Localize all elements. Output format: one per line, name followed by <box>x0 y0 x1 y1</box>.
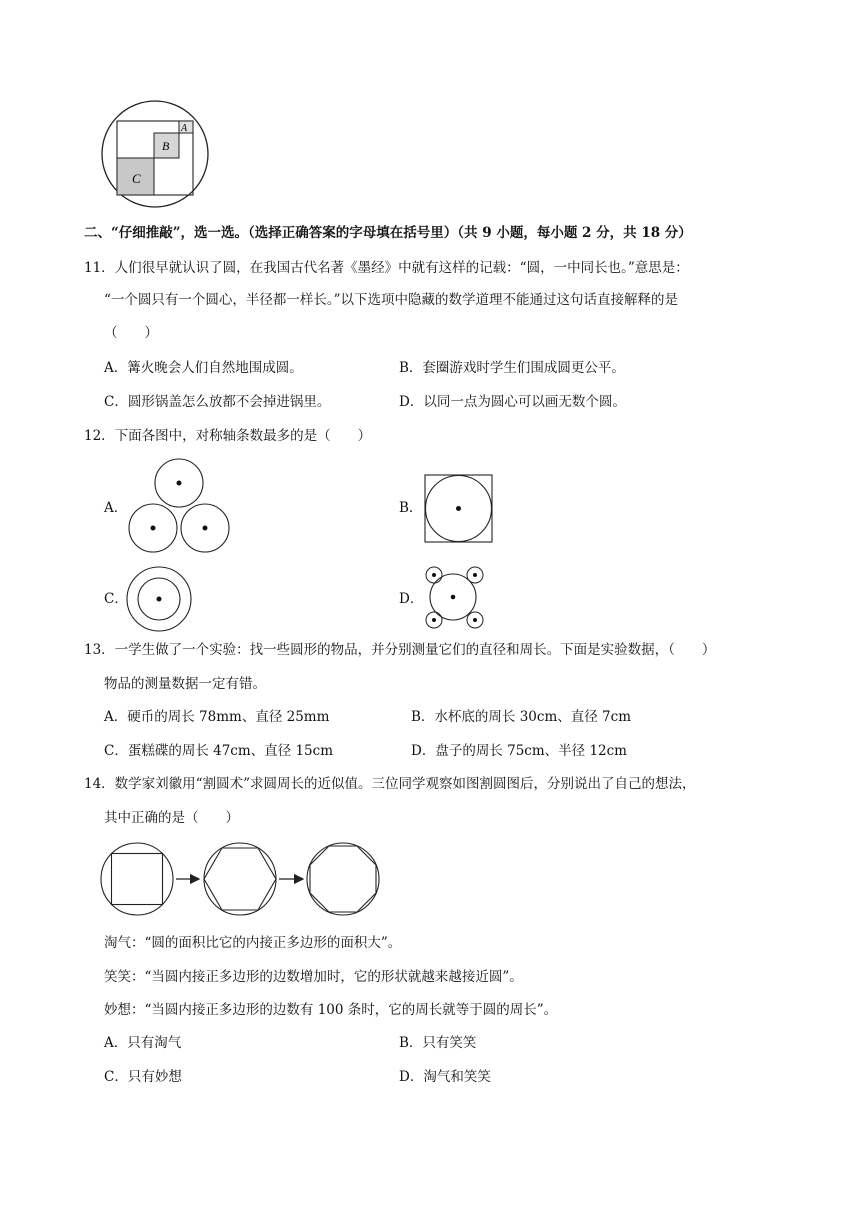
q13-option-c: C．蛋糕碟的周长 47cm、直径 15cm <box>104 743 333 759</box>
label-b: B <box>162 139 170 153</box>
q11-option-b: B．套圈游戏时学生们围成圆更公平。 <box>399 360 625 376</box>
q14-statement-taoqi: 淘气：“圆的面积比它的内接正多边形的面积大”。 <box>104 935 402 951</box>
q13-option-b: B．水杯底的周长 30cm、直径 7cm <box>411 709 631 725</box>
q11-option-a: A．篝火晚会人们自然地围成圆。 <box>104 360 303 376</box>
q13-option-a: A．硬币的周长 78mm、直径 25mm <box>104 709 330 725</box>
q11-line1: 11．人们很早就认识了圆，在我国古代名著《墨经》中就有这样的记载：“圆，一中同长也。”意思是： <box>84 260 689 276</box>
q13-line1: 13．一学生做了一个实验：找一些圆形的物品，并分别测量它们的直径和周长。下面是实验数据，（ ） <box>84 642 716 658</box>
q14-statement-xiaoxiao: 笑笑：“当圆内接正多边形的边数增加时，它的形状就越来越接近圆”。 <box>104 969 523 985</box>
squares-in-circle-figure <box>100 104 212 204</box>
circle-with-four-small-circles-figure <box>424 564 488 630</box>
q14-line2: 其中正确的是（ ） <box>104 810 239 826</box>
q14-option-c: C．只有妙想 <box>104 1069 182 1085</box>
q14-option-d: D．淘气和笑笑 <box>399 1069 491 1085</box>
q14-option-a: A．只有淘气 <box>104 1035 182 1051</box>
q12-option-a: A． <box>104 500 128 516</box>
q14-line1: 14．数学家刘徽用“割圆术”求圆周长的近似值。三位同学观察如图割圆图后，分别说出了自己的想法， <box>84 776 696 792</box>
circle-in-square-figure <box>424 474 494 544</box>
three-circles-figure <box>124 458 234 558</box>
q14-statement-miaoxiang: 妙想：“当圆内接正多边形的边数有 100 条时，它的周长就等于圆的周长”。 <box>104 1002 558 1018</box>
label-a: A <box>181 123 188 134</box>
circle-cutting-figure <box>100 842 382 918</box>
q13-option-d: D．盘子的周长 75cm、半径 12cm <box>411 743 627 759</box>
q12-option-b: B． <box>399 500 423 516</box>
q11-option-d: D．以同一点为圆心可以画无数个圆。 <box>399 394 626 410</box>
q12-line1: 12．下面各图中，对称轴条数最多的是（ ） <box>84 428 372 444</box>
q12-option-d: D． <box>399 591 424 607</box>
label-c: C <box>132 171 141 186</box>
q11-option-c: C．圆形锅盖怎么放都不会掉进锅里。 <box>104 394 331 410</box>
section-2-title: 二、“仔细推敲”，选一选。（选择正确答案的字母填在括号里）（共 9 小题，每小题 2 分，共 18 分） <box>84 225 692 241</box>
q12-option-c: C． <box>104 591 128 607</box>
q13-line2: 物品的测量数据一定有错。 <box>104 676 266 692</box>
q11-line3: （ ） <box>104 325 158 341</box>
concentric-circles-figure <box>126 566 196 636</box>
q11-line2: “一个圆只有一个圆心，半径都一样长。”以下选项中隐藏的数学道理不能通过这句话直接解释的是 <box>104 292 679 308</box>
q14-option-b: B．只有笑笑 <box>399 1035 477 1051</box>
